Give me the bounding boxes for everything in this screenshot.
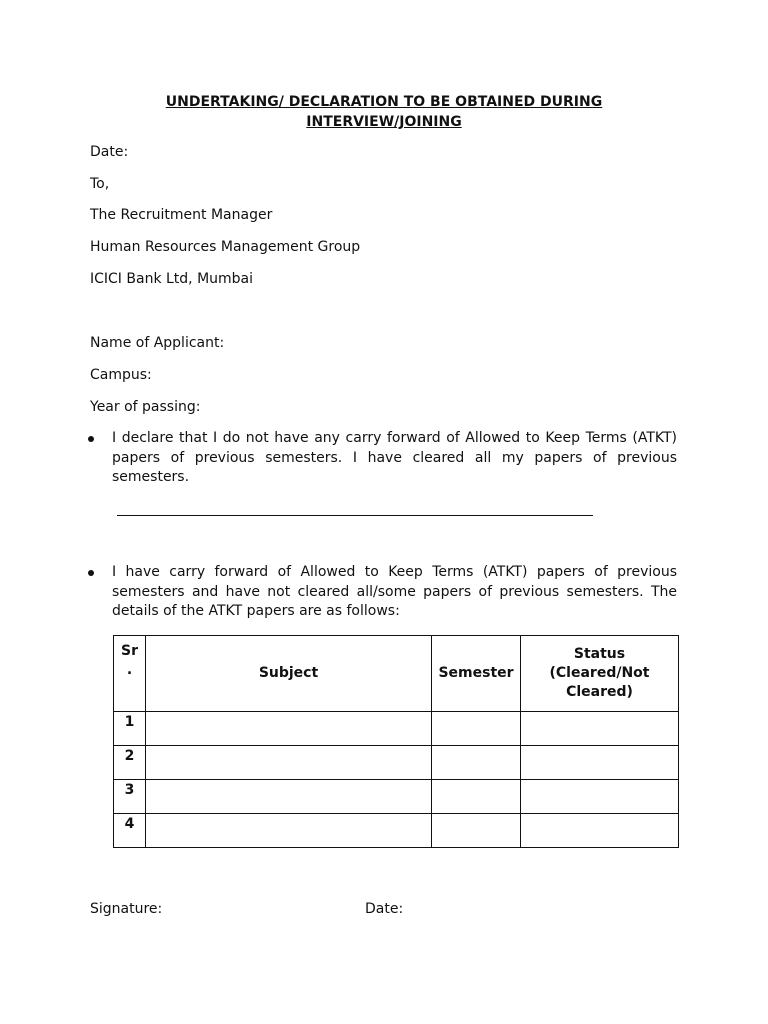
semester-cell[interactable] xyxy=(432,712,521,746)
bullet-icon xyxy=(88,570,94,576)
declaration-no-atkt: I declare that I do not have any carry forward of Allowed to Keep Terms (ATKT) papers of previous semesters. I have cleared all my papers of previous semesters. xyxy=(112,430,677,485)
header-sr xyxy=(114,636,146,712)
row-number: 2 xyxy=(114,746,146,780)
subject-cell[interactable] xyxy=(146,780,432,814)
table-row xyxy=(114,814,679,848)
subject-cell[interactable] xyxy=(146,746,432,780)
header-status-line3: Cleared) xyxy=(566,684,633,700)
subject-cell[interactable] xyxy=(146,814,432,848)
address-line-3: ICICI Bank Ltd, Mumbai xyxy=(90,271,254,287)
semester-cell[interactable] xyxy=(432,814,521,848)
declaration-with-atkt: I have carry forward of Allowed to Keep Terms (ATKT) papers of previous semesters and have not cleared all/some papers of previous semesters. The details of the ATKT papers are as follows: xyxy=(112,564,677,619)
header-status-line1: Status xyxy=(573,646,626,662)
status-cell[interactable] xyxy=(521,746,679,780)
document-title-line2: INTERVIEW/JOINING xyxy=(306,114,462,130)
atkt-papers-table xyxy=(113,635,679,848)
header-sr-line1: Sr xyxy=(121,643,138,659)
address-line-1: The Recruitment Manager xyxy=(90,207,273,223)
table-row xyxy=(114,780,679,814)
status-cell[interactable] xyxy=(521,780,679,814)
footer-date-label: Date: xyxy=(365,901,404,917)
row-number: 4 xyxy=(114,814,146,848)
semester-cell[interactable] xyxy=(432,780,521,814)
table-header-row xyxy=(114,636,679,712)
table-row xyxy=(114,746,679,780)
signature-line xyxy=(117,515,593,516)
header-status-line2: (Cleared/Not xyxy=(549,665,650,681)
header-sr-line2: . xyxy=(126,662,133,678)
document-title-line1: UNDERTAKING/ DECLARATION TO BE OBTAINED DURING xyxy=(165,94,603,110)
status-cell[interactable] xyxy=(521,814,679,848)
to-label: To, xyxy=(90,176,110,192)
subject-cell[interactable] xyxy=(146,712,432,746)
year-of-passing-label: Year of passing: xyxy=(90,399,201,415)
signature-label: Signature: xyxy=(90,901,163,917)
semester-cell[interactable] xyxy=(432,746,521,780)
bullet-icon xyxy=(88,436,94,442)
table-row xyxy=(114,712,679,746)
address-line-2: Human Resources Management Group xyxy=(90,239,361,255)
date-label: Date: xyxy=(90,144,129,160)
document-title xyxy=(90,92,678,132)
campus-label: Campus: xyxy=(90,367,152,383)
header-status xyxy=(521,636,679,712)
header-semester: Semester xyxy=(432,636,521,712)
row-number: 3 xyxy=(114,780,146,814)
row-number: 1 xyxy=(114,712,146,746)
header-subject: Subject xyxy=(146,636,432,712)
status-cell[interactable] xyxy=(521,712,679,746)
applicant-name-label: Name of Applicant: xyxy=(90,335,225,351)
